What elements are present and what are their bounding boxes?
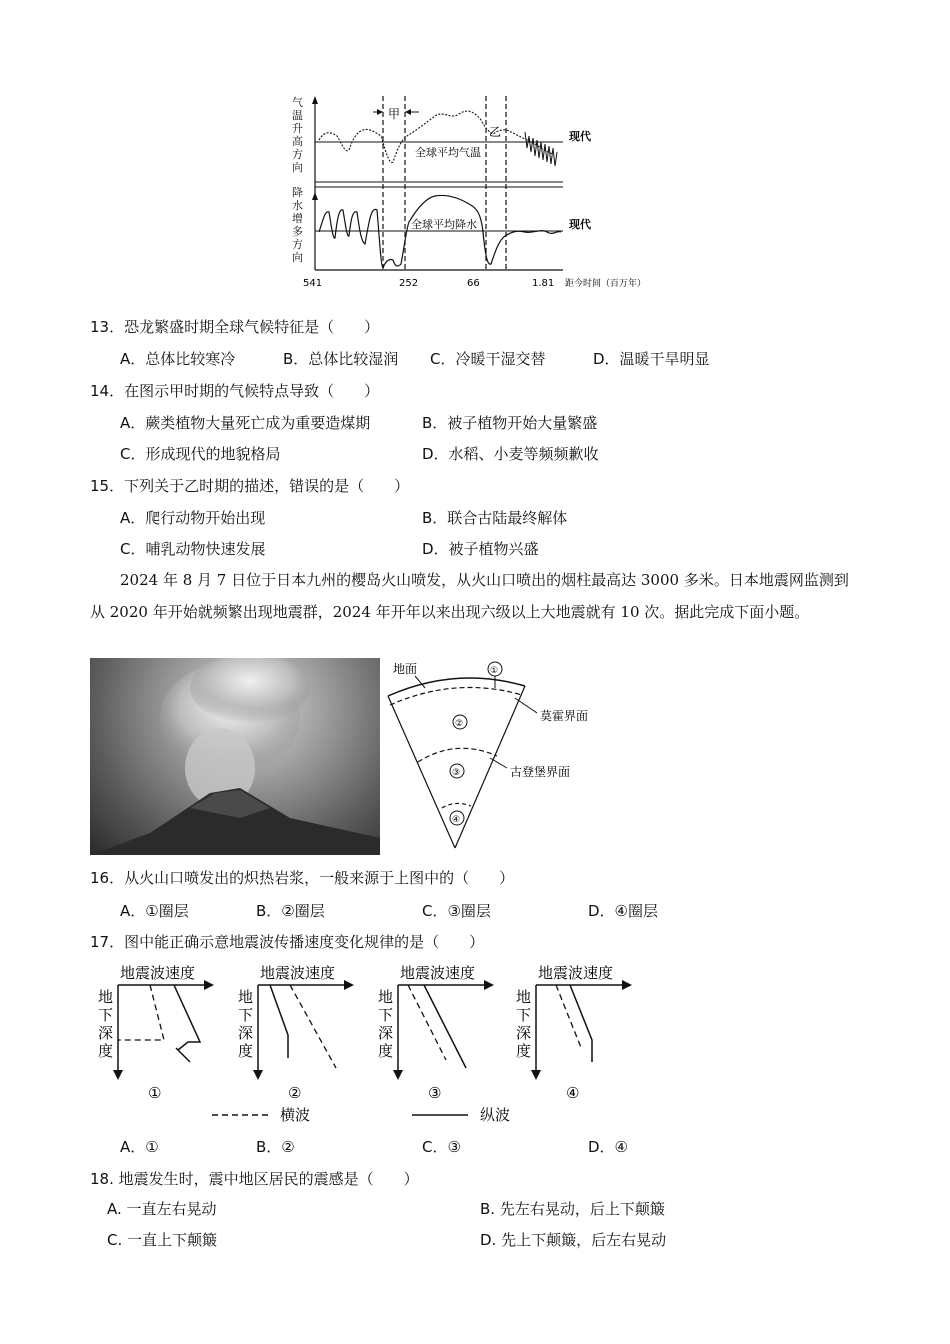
- q15-option-b[interactable]: B．联合古陆最终解体: [422, 509, 568, 527]
- graph-number: ④: [566, 1084, 580, 1102]
- y-label-bottom-char: 水: [292, 199, 303, 212]
- depth-char: 度: [378, 1042, 394, 1060]
- q16-stem: 16．从火山口喷发出的炽热岩浆，一般来源于上图中的（ ）: [90, 869, 515, 887]
- y-label-bottom-char: 降: [292, 186, 303, 199]
- depth-char: 下: [238, 1006, 254, 1024]
- moho-label: 莫霍界面: [540, 709, 589, 723]
- seismic-wave-graphs: [90, 960, 650, 1130]
- graph-number: ②: [288, 1084, 302, 1102]
- graph-number: ①: [148, 1084, 162, 1102]
- layer-label: ④: [452, 815, 461, 825]
- q14-option-d[interactable]: D．水稻、小麦等频频歉收: [422, 445, 599, 463]
- layer-label: ①: [490, 666, 499, 676]
- layer-label: ②: [455, 719, 464, 729]
- period-a-label: 甲: [388, 107, 401, 121]
- q15-option-c[interactable]: C．哺乳动物快速发展: [120, 540, 266, 558]
- q16-option-c[interactable]: C．③圈层: [422, 902, 491, 920]
- depth-char: 深: [98, 1024, 114, 1042]
- depth-char: 深: [238, 1024, 254, 1042]
- temp-line-label: 全球平均气温: [415, 146, 481, 159]
- q15-option-d[interactable]: D．被子植物兴盛: [422, 540, 539, 558]
- wave-graph-2: [238, 964, 354, 1102]
- y-label-top-char: 向: [292, 161, 303, 174]
- graph-number: ③: [428, 1084, 442, 1102]
- y-label-bottom-char: 向: [292, 251, 303, 264]
- q15-option-a[interactable]: A．爬行动物开始出现: [120, 509, 266, 527]
- q13-option-d[interactable]: D．温暖干旱明显: [593, 350, 710, 368]
- depth-char: 深: [378, 1024, 394, 1042]
- modern-label-bottom: 现代: [569, 218, 591, 231]
- depth-char: 度: [238, 1042, 254, 1060]
- q14-option-b[interactable]: B．被子植物开始大量繁盛: [422, 414, 598, 432]
- q14-stem: 14．在图示甲时期的气候特点导致（ ）: [90, 382, 380, 400]
- wave-graph-4: [516, 964, 632, 1102]
- q17-option-b[interactable]: B．②: [256, 1138, 295, 1156]
- q13-option-b[interactable]: B．总体比较湿润: [283, 350, 399, 368]
- q17-option-c[interactable]: C．③: [422, 1138, 461, 1156]
- q16-option-a[interactable]: A．①圈层: [120, 902, 189, 920]
- depth-char: 地: [238, 988, 254, 1006]
- q15-stem: 15．下列关于乙时期的描述，错误的是（ ）: [90, 477, 410, 495]
- legend-s-wave: 横波: [280, 1106, 311, 1124]
- layer-label: ③: [452, 768, 461, 778]
- y-label-top-char: 方: [292, 148, 303, 161]
- q14-option-c[interactable]: C．形成现代的地貌格局: [120, 445, 281, 463]
- q18-stem: 18. 地震发生时，震中地区居民的震感是（ ）: [90, 1170, 419, 1188]
- wave-graph-3: [378, 964, 494, 1102]
- depth-char: 地: [378, 988, 394, 1006]
- x-axis-label: 距今时间（百万年）: [565, 279, 647, 289]
- graph-title: 地震波速度: [538, 964, 614, 982]
- q18-option-b[interactable]: B. 先左右晃动，后上下颠簸: [480, 1200, 665, 1218]
- passage-text: 2024 年 8 月 7 日位于日本九州的樱岛火山喷发，从火山口喷出的烟柱最高达 3000 多米。日本地震网监测到从 2020 年开始就频繁出现地震群，2024 年开年以来出现六级以上大地震就有 10 次。据此完成下面小题。: [90, 571, 849, 621]
- wave-graph-1: [98, 964, 214, 1102]
- depth-char: 下: [98, 1006, 114, 1024]
- q16-option-b[interactable]: B．②圈层: [256, 902, 325, 920]
- q13-option-c[interactable]: C．冷暖干湿交替: [430, 350, 546, 368]
- depth-char: 度: [98, 1042, 114, 1060]
- q14-option-a[interactable]: A．蕨类植物大量死亡成为重要造煤期: [120, 414, 371, 432]
- q17-option-d[interactable]: D．④: [588, 1138, 628, 1156]
- q16-option-d[interactable]: D．④圈层: [588, 902, 658, 920]
- depth-char: 下: [378, 1006, 394, 1024]
- q18-option-c[interactable]: C. 一直上下颠簸: [107, 1231, 218, 1249]
- legend-p-wave: 纵波: [480, 1106, 511, 1124]
- q13-stem: 13．恐龙繁盛时期全球气候特征是（ ）: [90, 318, 380, 336]
- y-label-bottom-char: 方: [292, 238, 303, 251]
- q13-option-a[interactable]: A．总体比较寒冷: [120, 350, 236, 368]
- y-label-bottom-char: 多: [292, 225, 303, 238]
- x-tick: 1.81: [532, 278, 555, 289]
- q18-option-d[interactable]: D. 先上下颠簸，后左右晃动: [480, 1231, 667, 1249]
- earth-layers-diagram: [385, 658, 615, 853]
- q18-option-a[interactable]: A. 一直左右晃动: [107, 1200, 217, 1218]
- q17-stem: 17．图中能正确示意地震波传播速度变化规律的是（ ）: [90, 933, 485, 951]
- y-label-bottom-char: 增: [292, 212, 303, 225]
- graph-title: 地震波速度: [400, 964, 476, 982]
- period-b-label: 乙: [489, 125, 502, 139]
- q17-option-a[interactable]: A．①: [120, 1138, 159, 1156]
- graph-title: 地震波速度: [120, 964, 196, 982]
- y-label-top-char: 气: [292, 96, 303, 109]
- y-label-top-char: 温: [292, 109, 303, 122]
- x-tick: 252: [399, 278, 419, 289]
- volcano-photo: [90, 658, 380, 855]
- y-label-top-char: 升: [292, 122, 303, 135]
- depth-char: 深: [516, 1024, 532, 1042]
- gutenberg-label: 古登堡界面: [510, 765, 571, 779]
- x-tick: 541: [303, 278, 323, 289]
- y-label-top-char: 高: [292, 135, 303, 148]
- surface-label: 地面: [393, 662, 418, 676]
- x-tick: 66: [467, 278, 480, 289]
- graph-title: 地震波速度: [260, 964, 336, 982]
- depth-char: 地: [98, 988, 114, 1006]
- precip-line-label: 全球平均降水: [411, 218, 477, 231]
- depth-char: 度: [516, 1042, 532, 1060]
- climate-chart: [285, 92, 665, 292]
- depth-char: 下: [516, 1006, 532, 1024]
- depth-char: 地: [516, 988, 532, 1006]
- modern-label-top: 现代: [569, 130, 591, 143]
